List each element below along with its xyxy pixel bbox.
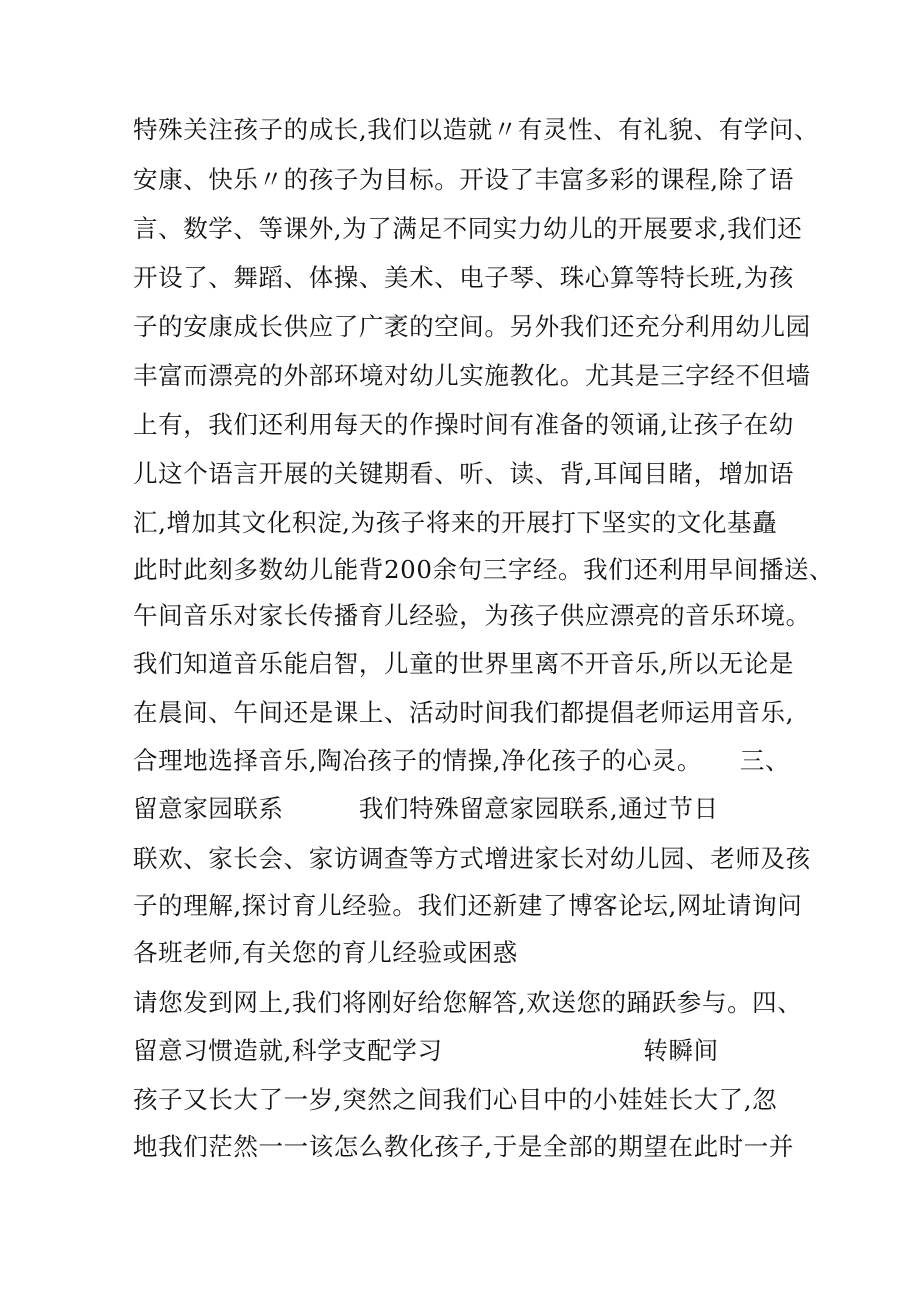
text-line: 儿这个语言开展的关键期看、听、读、背,耳闻目睹，增加语 — [133, 459, 794, 488]
text-line: 此时此刻多数幼儿能背200余句三字经。我们还利用早间播送、 — [133, 555, 835, 584]
text-line: 子的安康成长供应了广袤的空间。另外我们还充分利用幼儿园 — [133, 312, 811, 341]
text-line: 开设了、舞蹈、体操、美术、电子琴、珠心算等特长班,为孩 — [133, 263, 794, 292]
text-line: 午间音乐对家长传播育儿经验，为孩子供应漂亮的音乐环境。 — [133, 601, 811, 630]
text-line: 子的理解,探讨育儿经验。我们还新建了博客论坛,网址请询问 — [133, 891, 803, 920]
text-line: 留意习惯造就,科学支配学习 转瞬间 — [133, 1036, 719, 1065]
text-line: 我们知道音乐能启智，儿童的世界里离不开音乐,所以无论是 — [133, 649, 794, 678]
text-line: 留意家园联系 我们特殊留意家园联系,通过节日 — [133, 794, 719, 823]
text-line: 特殊关注孩子的成长,我们以造就〃有灵性、有礼貌、有学问、 — [133, 115, 820, 144]
text-line: 孩子又长大了一岁,突然之间我们心目中的小娃娃长大了,忽 — [133, 1085, 778, 1114]
text-line: 请您发到网上,我们将刚好给您解答,欢送您的踊跃参与。四、 — [133, 988, 803, 1017]
text-line: 安康、快乐〃的孩子为目标。开设了丰富多彩的课程,除了语 — [133, 165, 794, 194]
text-line: 在晨间、午间还是课上、活动时间我们都提倡老师运用音乐, — [133, 698, 794, 727]
text-line: 合理地选择音乐,陶冶孩子的情操,净化孩子的心灵。 三、 — [133, 746, 791, 775]
text-line: 各班老师,有关您的育儿经验或困惑 — [133, 938, 518, 967]
text-line: 联欢、家长会、家访调查等方式增进家长对幼儿园、老师及孩 — [133, 844, 811, 873]
text-line: 丰富而漂亮的外部环境对幼儿实施教化。尤其是三字经不但墙 — [133, 361, 811, 390]
text-line: 汇,增加其文化积淀,为孩子将来的开展打下坚实的文化基矗 — [133, 508, 778, 537]
text-line: 上有，我们还利用每天的作操时间有准备的领诵,让孩子在幼 — [133, 410, 794, 439]
text-line: 言、数学、等课外,为了满足不同实力幼儿的开展要求,我们还 — [133, 214, 803, 243]
text-line: 地我们茫然一一该怎么教化孩子,于是全部的期望在此时一并 — [133, 1132, 794, 1161]
